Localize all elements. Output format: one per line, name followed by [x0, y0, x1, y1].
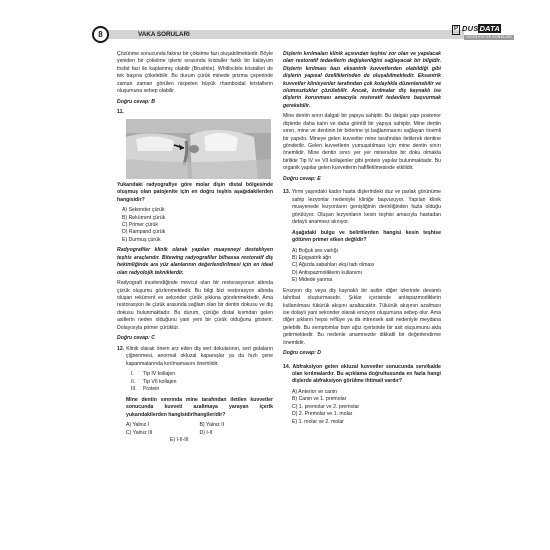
question-11-number: 11.: [117, 109, 124, 116]
question-14-number: 14.: [283, 363, 291, 370]
page-header: [0, 24, 550, 46]
option[interactable]: A) Anterior ve canin: [292, 388, 337, 395]
question-14: [283, 364, 441, 386]
logo-prefix: DUS: [462, 24, 479, 33]
option[interactable]: A) Boğuk ses varlığı: [292, 247, 338, 254]
option[interactable]: D) Rampand çürük: [122, 229, 166, 236]
question-12-options: [117, 422, 273, 444]
logo-text: [462, 24, 501, 33]
left-column: [117, 51, 273, 444]
question-14-text: Abfraksiyon gelen okluzal kuvvetler sonucunda servikalde olan kırılmalardır. Bu açıklama doğrultusunda en fazla hangi dişlerde abfraksiyon görülme ihtimali vardır?: [292, 363, 441, 385]
option[interactable]: B) Canin ve 1. premolar: [292, 396, 347, 403]
question-11-text: Yukarıdaki radyografiye göre molar dişin distal bölgesinde oluşmuş olan patojenite için en doğru teşhis aşağıdakilerden hangisidir?: [117, 181, 273, 203]
question-12-number: 12.: [117, 345, 125, 352]
question-13-text: Yirmi yaşındaki kadın hasta dişlerindeki duz ve parlak görünüme sahip lezyonlar nedeniyle kliniğe başvuruyor. Yapılan klinik muayenede lezyonların genişliğinin derinliğinden fazla olduğu görülüyor. Oluşan lezyonların kesin teşhisi amacıyla hastadan detaylı anamnez alınıyor.: [291, 189, 441, 225]
question-12-text: Klinik olarak önem arz eden diş sert dokularının, sert gıdaların çiğnenmesi, anormal okluzal kapanışlar ya da hızlı çene kapanmalarında kırılmamasını önemlidir.: [126, 345, 273, 367]
explanation-12-a: Dişlerin kırılmaları klinik açısından teşhisi zor olan ve yapılacak olan restoratif tedavilerin değişkenliğini sağlayacak bir bilgidir. Dişlerin kırılması bazı eksantrik kuvvetlerden olabildiği gibi dişlerin yapısal özelliklerinden de oluşabilmektedir. Eksantrik kuvvetler klinisyenler tarafından çok kolaylıkla düzenlenebilir ve olumsuzluklar çözülebilir. Ancak, kırılmalar diş kaynaklı ise dişlerin korunması amacıyla restoratif tedavilere başvurmak gerekebilir.: [283, 51, 441, 109]
roman-item: III. Protein: [131, 386, 160, 393]
question-13-options: [283, 248, 441, 285]
answer-prev: Doğru cevap: B: [117, 98, 155, 105]
right-column: [283, 51, 441, 426]
option[interactable]: A) Yalnız I: [126, 422, 150, 429]
intro-paragraph: Çözünme sonucunda fakirar bir çökelme fazı oluşabilmektedir. Böyle yeniden bir çökelme işlemi sırasında kristaller farklı bir kalsiyum fosfat fazı ile kaplanmış olabilir (Brushite). Whitlockite kristalleri de tek başına çökelebilir. Bu durum çürük minede prizma çeperinde zaman zaman görülen nispeten büyük rhamboidal kristallerin oluşumuna sebep olabilir.: [117, 51, 273, 95]
option[interactable]: D) Antispazmoliklerin kullanımı: [292, 269, 362, 276]
option[interactable]: E) Durmuş çürük: [122, 236, 161, 243]
option[interactable]: A) Sekonder çürük: [122, 207, 165, 214]
radiograph-image: [126, 119, 271, 179]
question-12-question: Mine dentin sınırında mine tarafından iletilen kuvvetler sonucunda kuvveti azaltmaya yarayan içerik yukarıdakilerden hangisidir/hangileridir?: [126, 396, 273, 418]
question-12: [117, 346, 273, 368]
roman-item: I. Tip IV kollajen: [131, 371, 176, 378]
question-11-options: [117, 207, 273, 244]
publisher-logo: [452, 24, 516, 44]
option[interactable]: E) I-II-III: [170, 436, 189, 443]
option[interactable]: B) Epigastrik ağrı: [292, 254, 332, 261]
question-13-number: 13.: [283, 189, 291, 196]
explanation-13: Erozyon diş veya diş kaynaklı bir asitin diğer izlerinde devamlı tahribat oluşturmasıdır. Şıklar içerisinde antispazmodiklerin kullanılması tükürük akışını azaltacaktır. Tükürük akışının azalması ise dolaylı yani sekonder olarak erozyon oluşumuna sebep olur. Ama diğer şıkların hepsi reflüye ya da intrensek asit nedeniyle meydana gelebilir. Bu semptomlar bize ağız içerisinde bir asit oluşumunu akla getirmektedir. Bu nedenle anamnezde dikkatli bir değerlendirme önemlidir.: [283, 287, 441, 346]
logo-box: P: [452, 25, 460, 35]
question-12-roman-list: [117, 371, 273, 393]
option[interactable]: C) Ağızda sabahları ekşi tadı olması: [292, 262, 375, 269]
option[interactable]: C) Primer çürük: [122, 222, 158, 229]
explanation-11-a: Radyografiler klinik olarak yapılan muayeneyi desteklıyen teşhis araçlarıdır. Bitewing radyografiler bilhassa restoratif diş hekimliğinde ara yüz alanlarının değerlendirilmesi için en ideal olan radyolojik tekniklerdir.: [117, 247, 273, 276]
question-14-options: [283, 389, 441, 426]
logo-suffix: DATA: [479, 24, 500, 33]
option[interactable]: E) Midede yanma: [292, 277, 333, 284]
option[interactable]: B) Yalnız II: [199, 422, 225, 429]
page-number: 8: [92, 26, 109, 43]
question-13: [283, 189, 441, 226]
question-13-question: Aşağıdaki bulgu ve belirtilerden hangisi kesin teşhise götüren primer etken değildir?: [292, 229, 441, 243]
option[interactable]: D) 2. Premolar ve 1. molar: [292, 411, 353, 418]
explanation-12-b: Mine dentin sınırı dalgalı bir yapıya sahiptir. Bu dalgalı yapı posterior dişlerde daha kalın ve daha girintili bir yapıya sahiptir. Mine dentin sınırı, mine ve dentinin bir birlerine iyi bağlanmasını sağlayan önemli bir yapıdır. Mineye gelen kuvvetler mine tarafından iletilerek dentine gönderilir. Gelen kuvvetlerin yumuşatılması için mine dentin sınırı önemlidir. Mine dentin sınırı yer yer mineralize bir doku olmakla birlikte Tip IV ve VII kollajenler gibi protein yapılar bulunmaktadır. Bu organik yapılar gelen kuvvetlerin hafifletilmesinde etkilidir.: [283, 113, 441, 172]
answer-13: Doğru cevap: D: [283, 350, 321, 357]
roman-item: II. Tip VII kollajen: [131, 378, 177, 385]
option[interactable]: D) I-II: [199, 429, 213, 436]
answer-11: Doğru cevap: C: [117, 335, 155, 342]
answer-12: Doğru cevap: E: [283, 175, 321, 182]
option[interactable]: E) 1. molar ve 2. molar: [292, 418, 344, 425]
option[interactable]: C) Yalnız III: [126, 429, 153, 436]
radiograph-drawing: [126, 119, 271, 179]
logo-tagline: YAYIN EVİ VE KURSLARI: [464, 35, 514, 40]
option[interactable]: C) 1. premolar ve 2. premolar: [292, 403, 360, 410]
option[interactable]: B) Rekürrent çürük: [122, 214, 166, 221]
section-title: VAKA SORULARI: [138, 31, 190, 38]
explanation-11-b: Radyografi incelendiğinde mevcut olan bir restorasyonun altında çürük oluşumu gözlenmektedir. Bu bilgi bizi restorasyon altında oluşan rekürrent ve sekonder çürük şıkkına göndermektedir. Ama restorasyon ile çürük arasında sağlam olan bir dentin dokusu ve diş dokusu bulunmaktadır. Bu durum, çürüğe distal kısmdan gelen asitlerin neden olduğunu yani yeni bir çürük olduğunu gösterir. Dolayısıyla primer çürüktür.: [117, 280, 273, 331]
